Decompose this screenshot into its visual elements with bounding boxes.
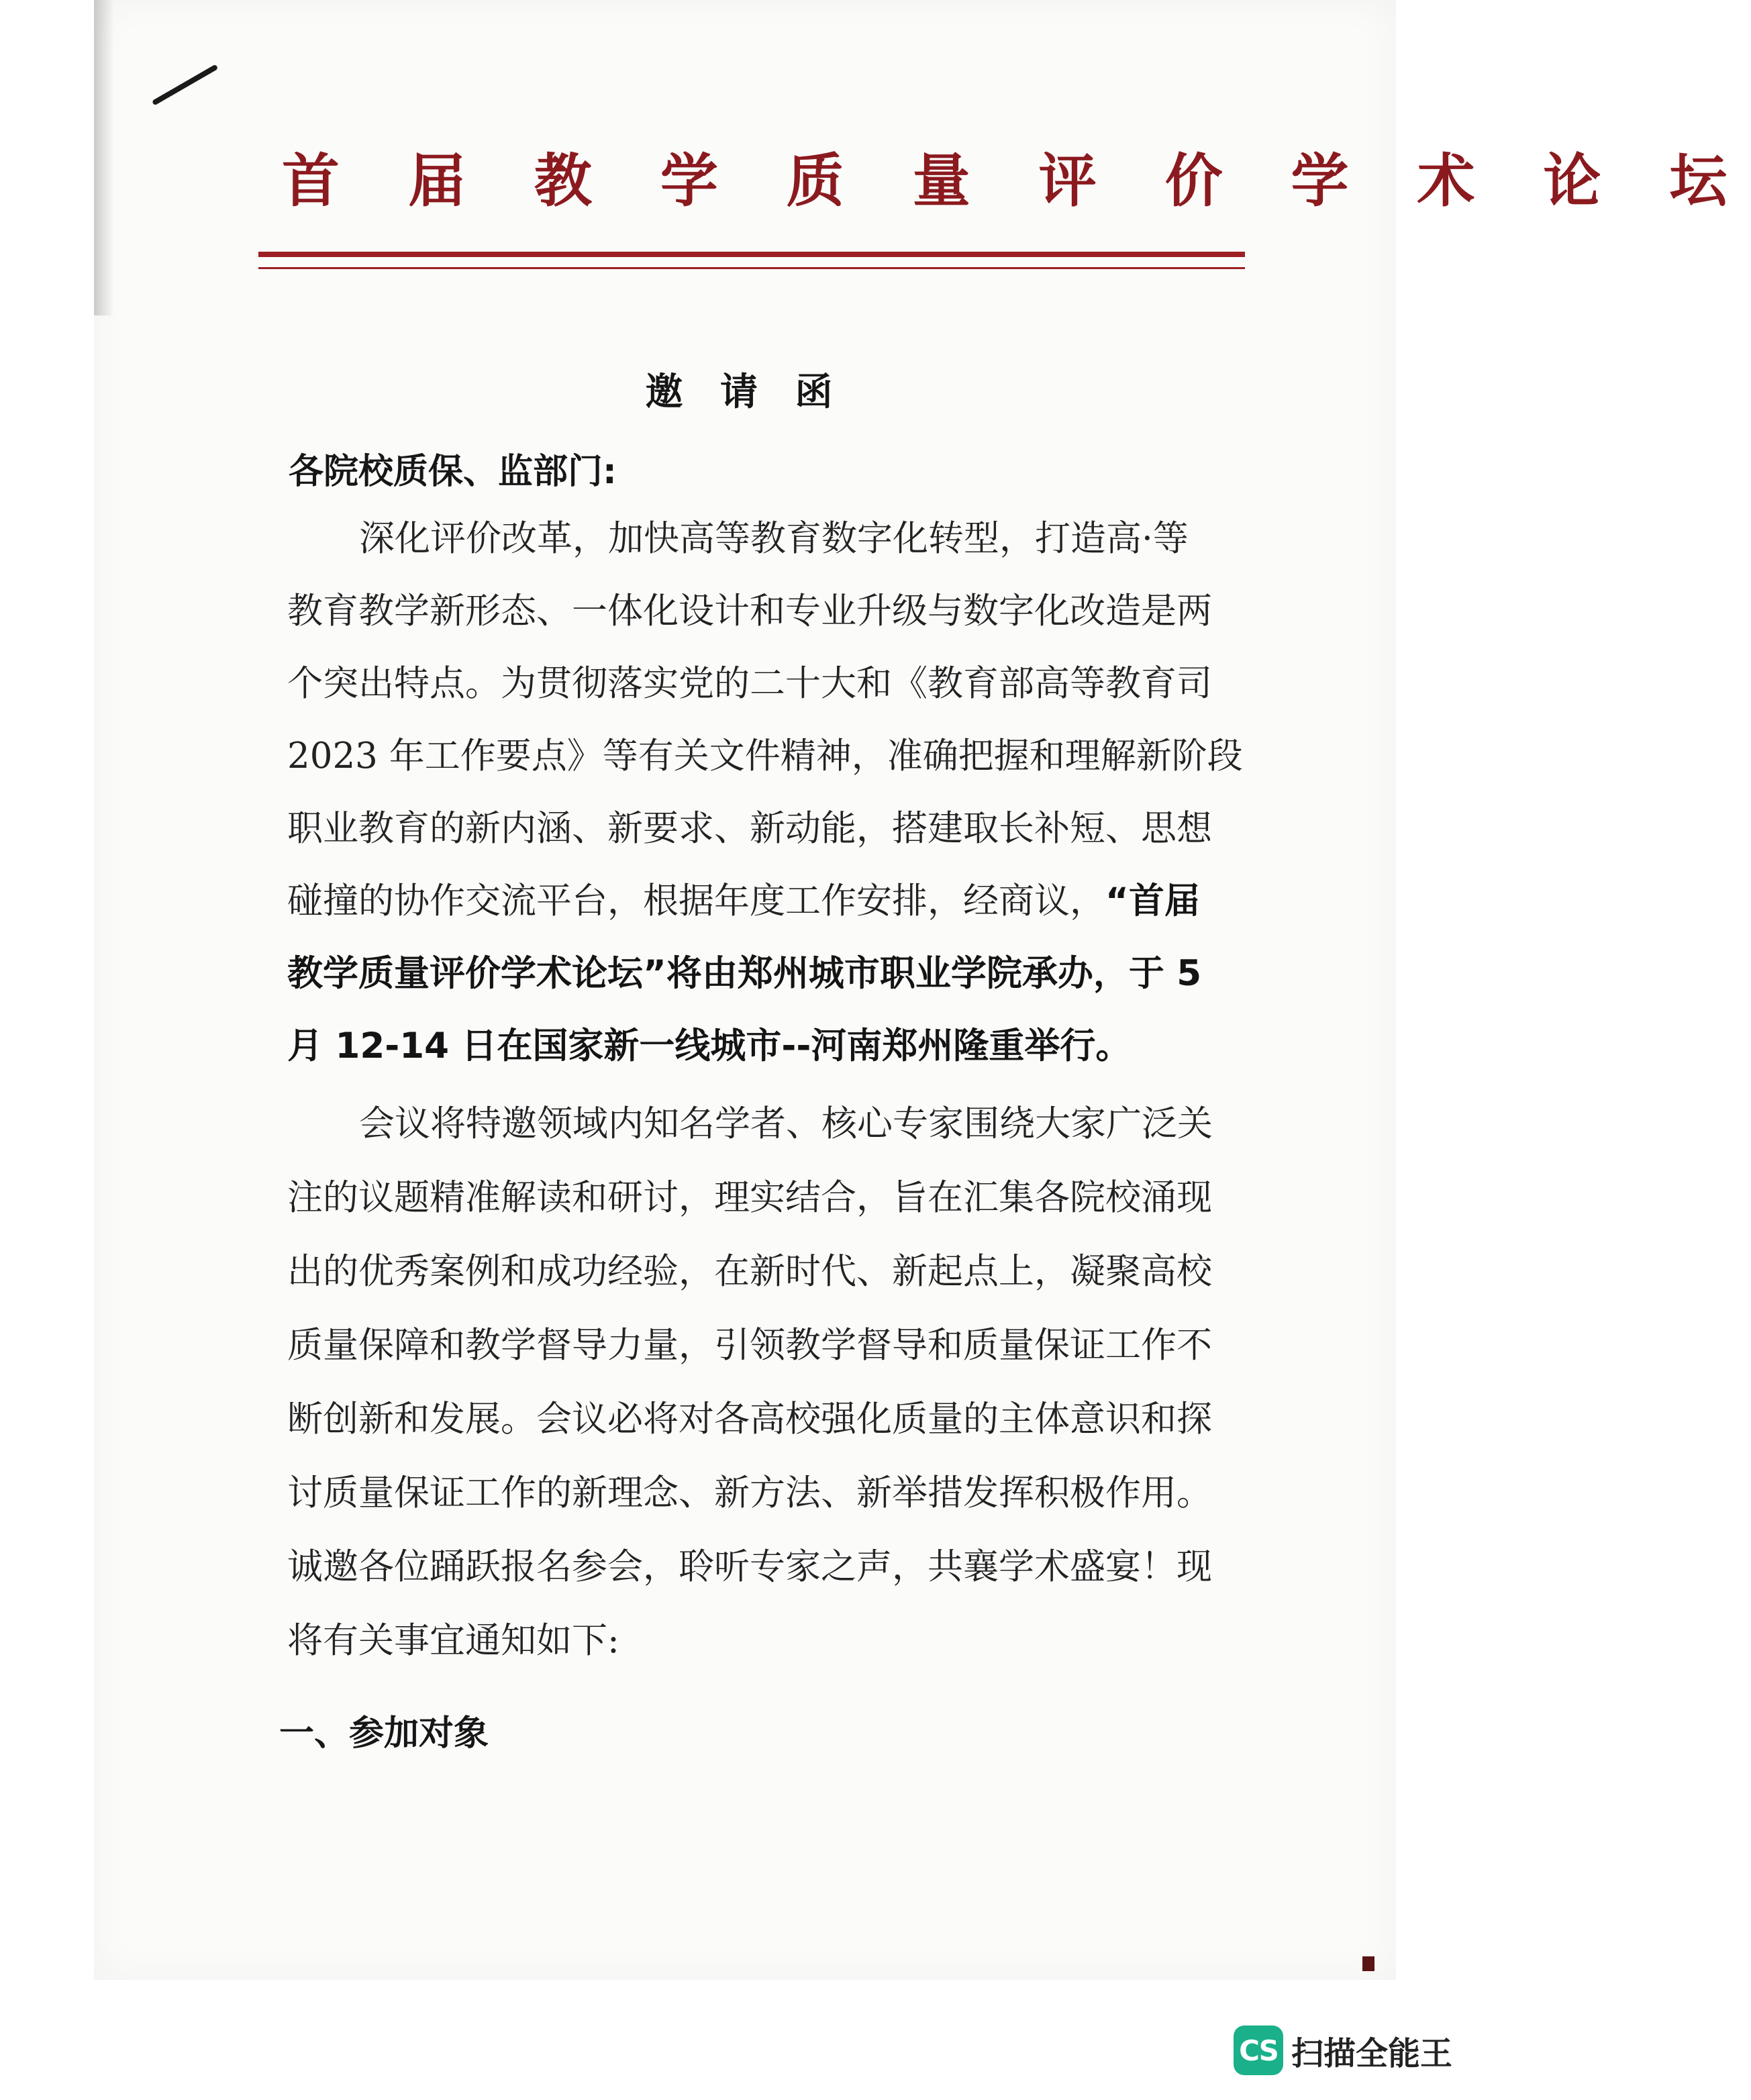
- paragraph-line: 职业教育的新内涵、新要求、新动能，搭建取长补短、思想: [287, 808, 1212, 849]
- corner-mark: [1362, 1956, 1374, 1971]
- letterhead-rule-thick: [258, 252, 1245, 257]
- paragraph-line: 注的议题精准解读和研讨，理实结合，旨在汇集各院校涌现: [287, 1177, 1212, 1218]
- letterhead-title: 首 届 教 学 质 量 评 价 学 术 论 坛: [282, 147, 1751, 215]
- paragraph-line: 2023 年工作要点》等有关文件精神，准确把握和理解新阶段: [287, 736, 1243, 777]
- paragraph-line: 出的优秀案例和成功经验，在新时代、新起点上，凝聚高校: [287, 1251, 1212, 1292]
- paragraph-line-bold: 月 12-14 日在国家新一线城市--河南郑州隆重举行。: [287, 1026, 1132, 1066]
- paragraph-line: 讨质量保证工作的新理念、新方法、新举措发挥积极作用。: [287, 1472, 1212, 1513]
- paragraph-line: 个突出特点。为贯彻落实党的二十大和《教育部高等教育司: [287, 663, 1212, 704]
- paragraph-line: 诚邀各位踊跃报名参会，聆听专家之声，共襄学术盛宴！现: [287, 1546, 1212, 1587]
- document-title: 邀 请 函: [645, 370, 845, 414]
- paragraph-line: 会议将特邀领域内知名学者、核心专家围绕大家广泛关: [359, 1103, 1213, 1144]
- paragraph-line: 深化评价改革，加快高等教育数字化转型，打造高·等: [359, 518, 1189, 559]
- paragraph-line: 质量保障和教学督导力量，引领教学督导和质量保证工作不: [287, 1325, 1212, 1366]
- logo-text: CS: [1239, 2034, 1278, 2067]
- letterhead-rule-thin: [258, 267, 1245, 269]
- paragraph-line: 断创新和发展。会议必将对各高校强化质量的主体意识和探: [287, 1399, 1212, 1440]
- paragraph-line-text: 碰撞的协作交流平台，根据年度工作安排，经商议，: [287, 881, 1105, 921]
- watermark-text: 扫描全能王: [1291, 2034, 1453, 2072]
- scan-shadow: [94, 0, 114, 315]
- section-heading: 一、参加对象: [279, 1713, 489, 1754]
- camscanner-logo-icon: [1234, 2026, 1283, 2075]
- paragraph-line-bold: 教学质量评价学术论坛”将由郑州城市职业学院承办，于 5: [287, 953, 1202, 994]
- salutation: 各院校质保、监部门:: [289, 452, 617, 492]
- paragraph-line: 将有关事宜通知如下:: [287, 1620, 619, 1661]
- scanner-watermark: [1234, 2034, 1453, 2100]
- paragraph-line: 教育教学新形态、一体化设计和专业升级与数字化改造是两: [287, 591, 1212, 632]
- paragraph-line: [287, 872, 1200, 923]
- forum-name-bold-start: “首届: [1105, 881, 1200, 921]
